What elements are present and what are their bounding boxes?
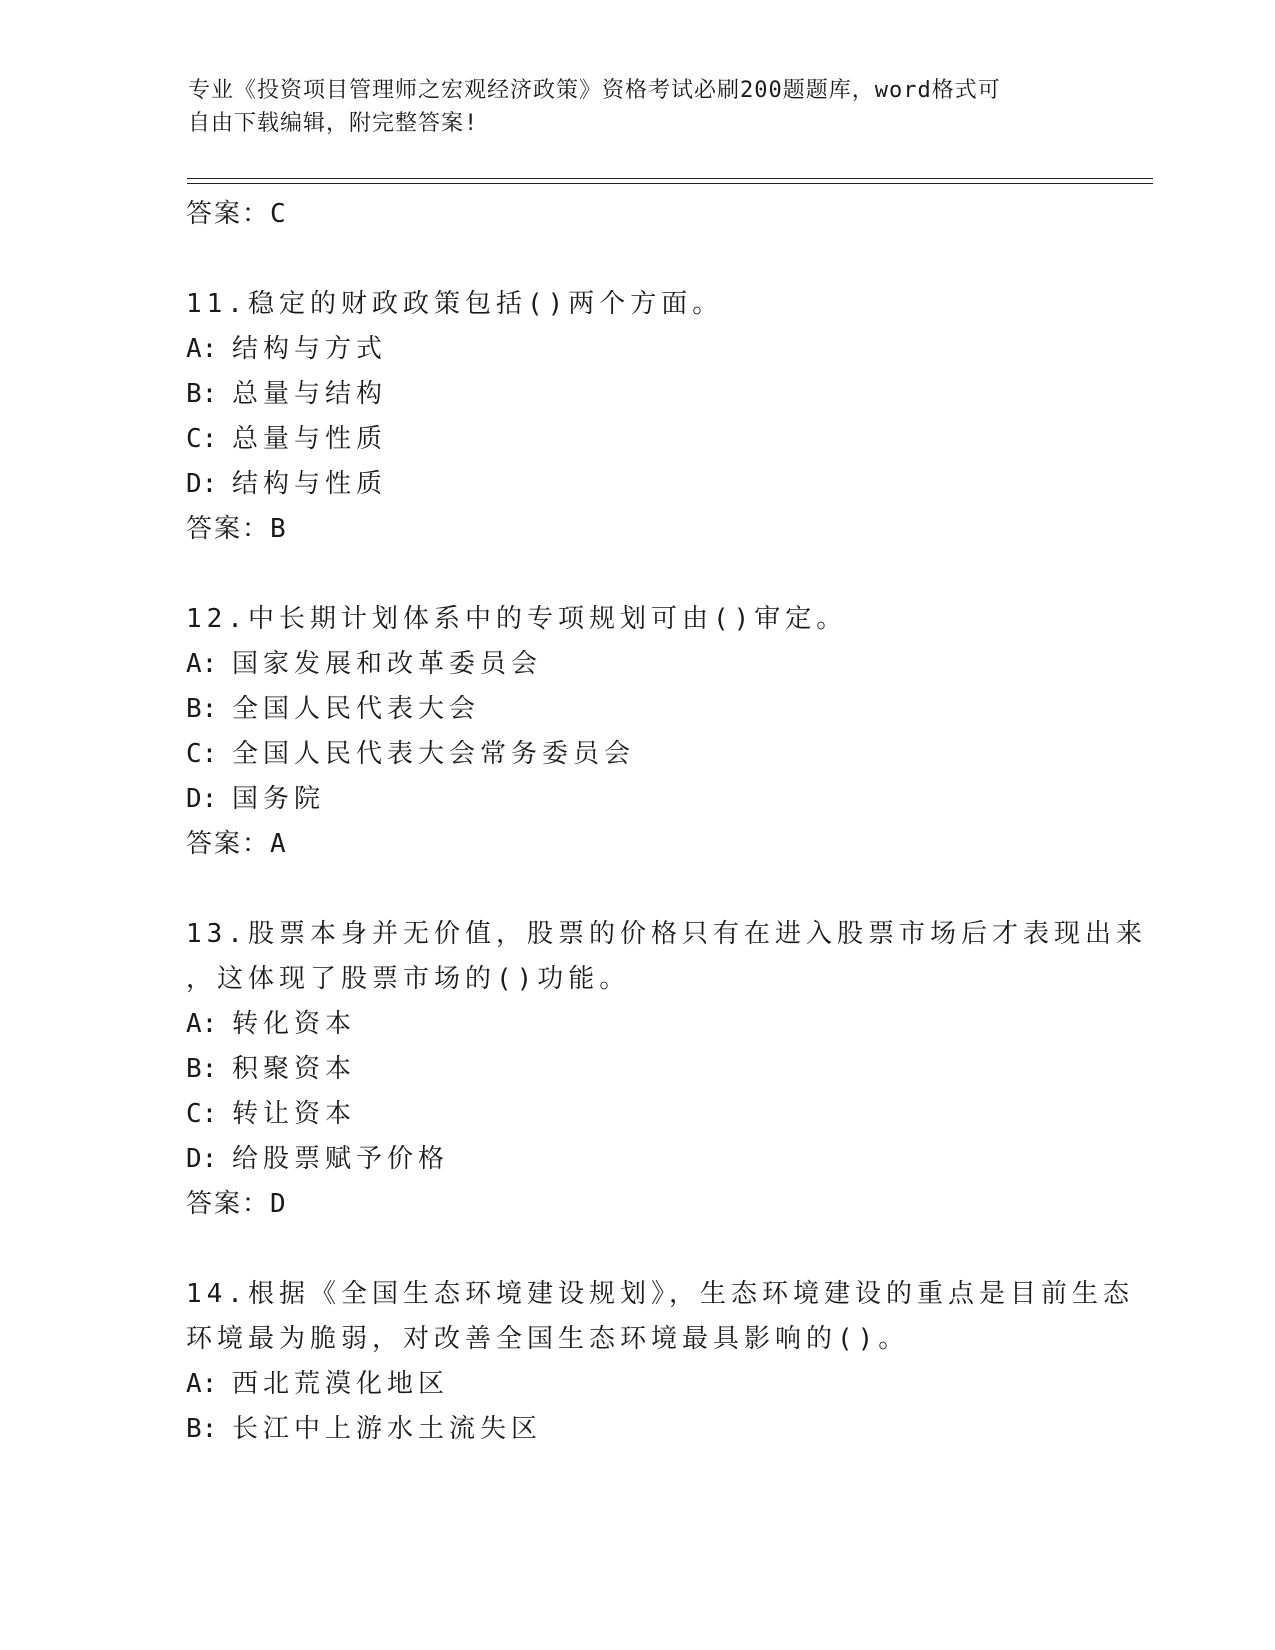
question-text-line: 根据《全国生态环境建设规划》，生态环境建设的重点是目前生态 <box>247 1279 1134 1309</box>
option-key: C: <box>186 424 218 454</box>
answer-value: C <box>270 199 288 229</box>
option-key: D: <box>186 469 218 499</box>
option-d <box>186 462 1086 507</box>
option-key: A: <box>186 334 218 364</box>
answer-label: 答案： <box>186 514 271 544</box>
option-text: 全国人民代表大会常务委员会 <box>232 739 636 769</box>
option-text: 长江中上游水土流失区 <box>232 1414 543 1444</box>
answer-value: B <box>270 514 288 544</box>
question-14 <box>186 1272 1134 1452</box>
option-text: 积聚资本 <box>232 1054 357 1084</box>
option-text: 总量与性质 <box>232 424 388 454</box>
question-stem <box>186 597 1086 642</box>
question-stem <box>186 912 1147 957</box>
option-b <box>186 1407 1086 1452</box>
option-text: 国务院 <box>232 784 326 814</box>
answer-label: 答案： <box>186 829 271 859</box>
option-text: 转让资本 <box>232 1099 357 1129</box>
option-c <box>186 732 1086 777</box>
question-13 <box>186 912 1147 1227</box>
question-list <box>186 192 1147 1452</box>
header-divider-bottom <box>187 183 1153 184</box>
header-line-1: 专业《投资项目管理师之宏观经济政策》资格考试必刷200题题库，word格式可 <box>188 78 1001 103</box>
option-key: A: <box>186 1369 218 1399</box>
question-12 <box>186 597 1086 867</box>
question-stem-continued <box>186 957 1086 1002</box>
option-key: C: <box>186 739 218 769</box>
previous-answer <box>186 192 1086 237</box>
question-answer <box>186 822 1086 867</box>
option-b <box>186 1047 1086 1092</box>
option-key: B: <box>186 694 218 724</box>
question-number: 12. <box>186 604 248 634</box>
option-key: B: <box>186 1054 218 1084</box>
question-number: 11. <box>186 289 248 319</box>
option-key: A: <box>186 649 218 679</box>
header-divider-top <box>187 178 1153 179</box>
option-c <box>186 1092 1086 1137</box>
option-key: B: <box>186 1414 218 1444</box>
option-b <box>186 372 1086 417</box>
option-a <box>186 1362 1086 1407</box>
option-key: B: <box>186 379 218 409</box>
question-number: 13. <box>186 919 248 949</box>
option-text: 全国人民代表大会 <box>232 694 481 724</box>
option-text: 国家发展和改革委员会 <box>232 649 543 679</box>
option-text: 转化资本 <box>232 1009 357 1039</box>
question-text-line: ，这体现了股票市场的()功能。 <box>186 964 631 994</box>
option-text: 总量与结构 <box>232 379 388 409</box>
option-key: D: <box>186 1144 218 1174</box>
option-a <box>186 1002 1086 1047</box>
question-answer <box>186 507 1086 552</box>
option-text: 结构与性质 <box>232 469 388 499</box>
answer-label: 答案： <box>186 1189 271 1219</box>
question-text-line: 股票本身并无价值，股票的价格只有在进入股票市场后才表现出来 <box>247 919 1147 949</box>
option-text: 给股票赋予价格 <box>232 1144 450 1174</box>
option-text: 西北荒漠化地区 <box>232 1369 450 1399</box>
option-key: C: <box>186 1099 218 1129</box>
question-text-line: 中长期计划体系中的专项规划可由()审定。 <box>247 604 848 634</box>
answer-value: A <box>270 829 288 859</box>
option-d <box>186 1137 1086 1182</box>
answer-label: 答案： <box>186 199 271 229</box>
option-d <box>186 777 1086 822</box>
question-number: 14. <box>186 1279 248 1309</box>
answer-value: D <box>270 1189 288 1219</box>
option-c <box>186 417 1086 462</box>
question-stem-continued <box>186 1317 1086 1362</box>
question-stem <box>186 1272 1134 1317</box>
document-header <box>188 74 1068 140</box>
option-key: A: <box>186 1009 218 1039</box>
question-11 <box>186 282 1086 552</box>
option-b <box>186 687 1086 732</box>
option-a <box>186 327 1086 372</box>
header-line-2: 自由下载编辑，附完整答案! <box>188 111 479 136</box>
question-answer <box>186 1182 1086 1227</box>
option-a <box>186 642 1086 687</box>
option-key: D: <box>186 784 218 814</box>
question-text-line: 稳定的财政政策包括()两个方面。 <box>247 289 724 319</box>
question-text-line: 环境最为脆弱，对改善全国生态环境最具影响的()。 <box>186 1324 910 1354</box>
option-text: 结构与方式 <box>232 334 388 364</box>
question-stem <box>186 282 1086 327</box>
